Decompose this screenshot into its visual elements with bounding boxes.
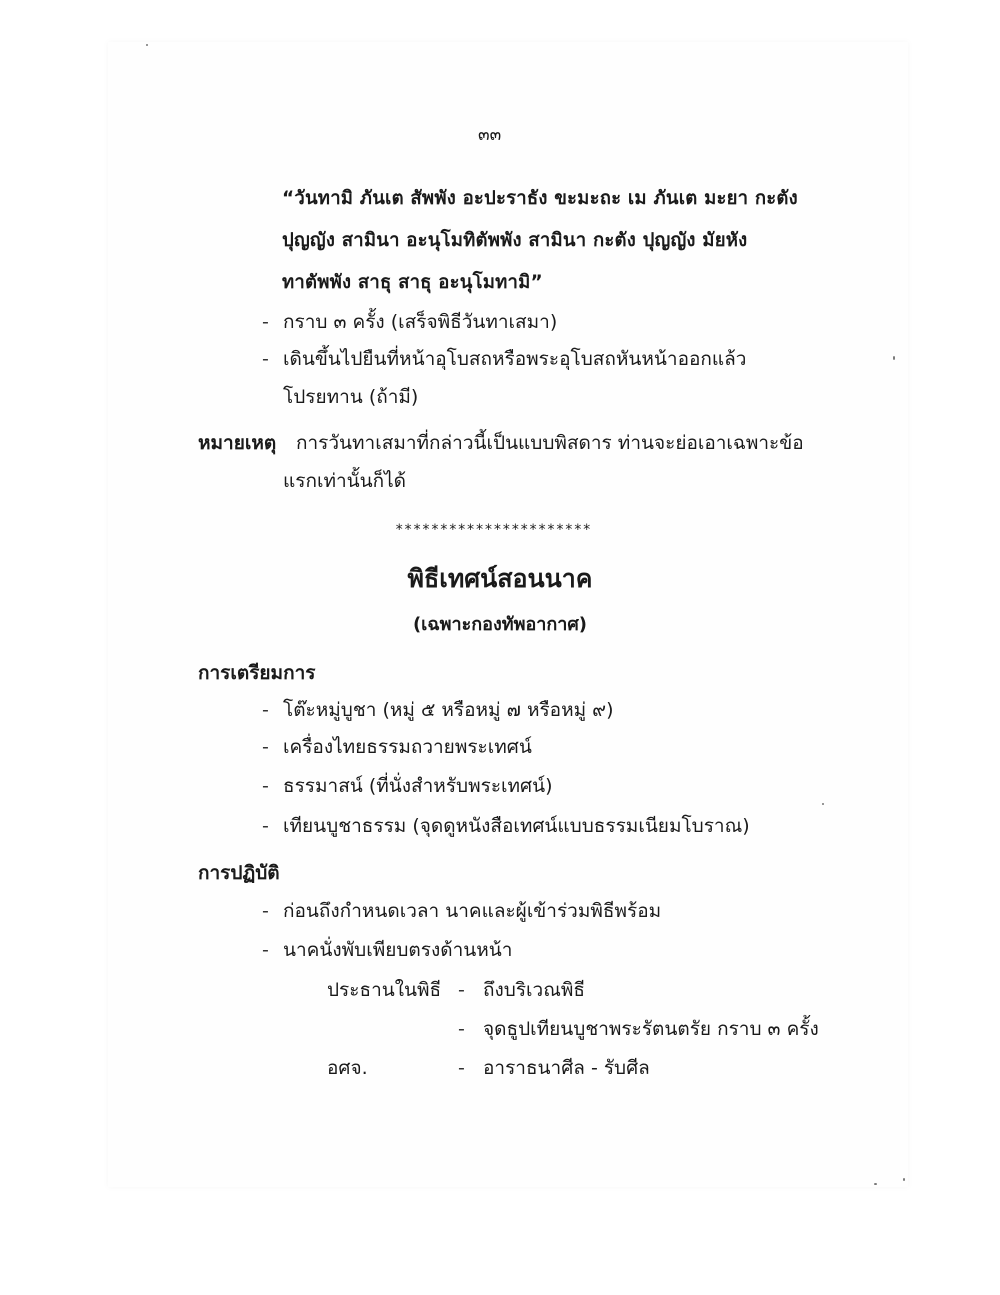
role-chairperson: ประธานในพิธี bbox=[327, 979, 442, 1001]
separator-stars: ********************** bbox=[395, 522, 592, 538]
prep-item-dhamma-candle: เทียนบูชาธรรม (จุดดูหนังสือเทศน์แบบธรรมเนียมโบราณ) bbox=[283, 815, 750, 837]
bullet-dash: - bbox=[262, 348, 269, 370]
bullet-dash: - bbox=[262, 311, 269, 333]
prep-item-altar-table: โต๊ะหมู่บูชา (หมู่ ๕ หรือหมู่ ๗ หรือหมู่ ๙) bbox=[283, 699, 614, 721]
bullet-dash: - bbox=[262, 900, 269, 922]
prep-item-offerings: เครื่องไทยธรรมถวายพระเทศน์ bbox=[283, 736, 532, 758]
step-bow-three-times: กราบ ๓ ครั้ง (เสร็จพิธีวันทาเสมา) bbox=[283, 311, 558, 333]
step-scatter-alms: โปรยทาน (ถ้ามี) bbox=[283, 386, 419, 408]
scan-speck bbox=[903, 1178, 905, 1181]
chant-line-3: ทาตัพพัง สาธุ สาธุ อะนุโมทามิ” bbox=[282, 272, 543, 293]
role-action-light-incense: จุดธูปเทียนบูชาพระรัตนตรัย กราบ ๓ ครั้ง bbox=[483, 1018, 819, 1040]
section-title: พิธีเทศน์สอนนาค bbox=[407, 564, 593, 593]
note-text-line-1: การวันทาเสมาที่กล่าวนี้เป็นแบบพิสดาร ท่านจะย่อเอาเฉพาะข้อ bbox=[296, 432, 804, 454]
bullet-dash: - bbox=[458, 979, 465, 1001]
practice-heading: การปฏิบัติ bbox=[198, 862, 280, 884]
role-action-arrive: ถึงบริเวณพิธี bbox=[483, 979, 585, 1001]
role-action-request-precepts: อาราธนาศีล - รับศีล bbox=[483, 1057, 650, 1079]
practice-item-before-time: ก่อนถึงกำหนดเวลา นาคและผู้เข้าร่วมพิธีพร้อม bbox=[283, 900, 662, 922]
scan-speck bbox=[893, 356, 895, 360]
scan-speck bbox=[822, 803, 824, 805]
practice-item-naga-seated: นาคนั่งพับเพียบตรงด้านหน้า bbox=[283, 939, 513, 961]
scan-speck bbox=[874, 1183, 877, 1185]
bullet-dash: - bbox=[262, 815, 269, 837]
section-subtitle: (เฉพาะกองทัพอากาศ) bbox=[412, 614, 588, 635]
bullet-dash: - bbox=[458, 1057, 465, 1079]
bullet-dash: - bbox=[262, 699, 269, 721]
note-text-line-2: แรกเท่านั้นก็ได้ bbox=[283, 470, 407, 492]
step-walk-to-ordination-hall: เดินขึ้นไปยืนที่หน้าอุโบสถหรือพระอุโบสถหันหน้าออกแล้ว bbox=[283, 348, 747, 370]
preparation-heading: การเตรียมการ bbox=[198, 662, 316, 684]
chant-line-2: ปุญญัง สามินา อะนุโมทิตัพพัง สามินา กะตัง ปุญญัง มัยหัง bbox=[282, 230, 748, 251]
page-number: ๓๓ bbox=[478, 125, 502, 145]
chant-line-1: “วันทามิ ภันเต สัพพัง อะปะราธัง ขะมะถะ เม ภันเต มะยา กะตัง bbox=[282, 188, 798, 209]
bullet-dash: - bbox=[262, 775, 269, 797]
bullet-dash: - bbox=[262, 736, 269, 758]
bullet-dash: - bbox=[262, 939, 269, 961]
note-label: หมายเหตุ bbox=[198, 432, 277, 454]
prep-item-preaching-seat: ธรรมาสน์ (ที่นั่งสำหรับพระเทศน์) bbox=[283, 775, 553, 797]
bullet-dash: - bbox=[458, 1018, 465, 1040]
scan-speck bbox=[146, 44, 148, 46]
role-chaplain: อศจ. bbox=[327, 1057, 368, 1079]
